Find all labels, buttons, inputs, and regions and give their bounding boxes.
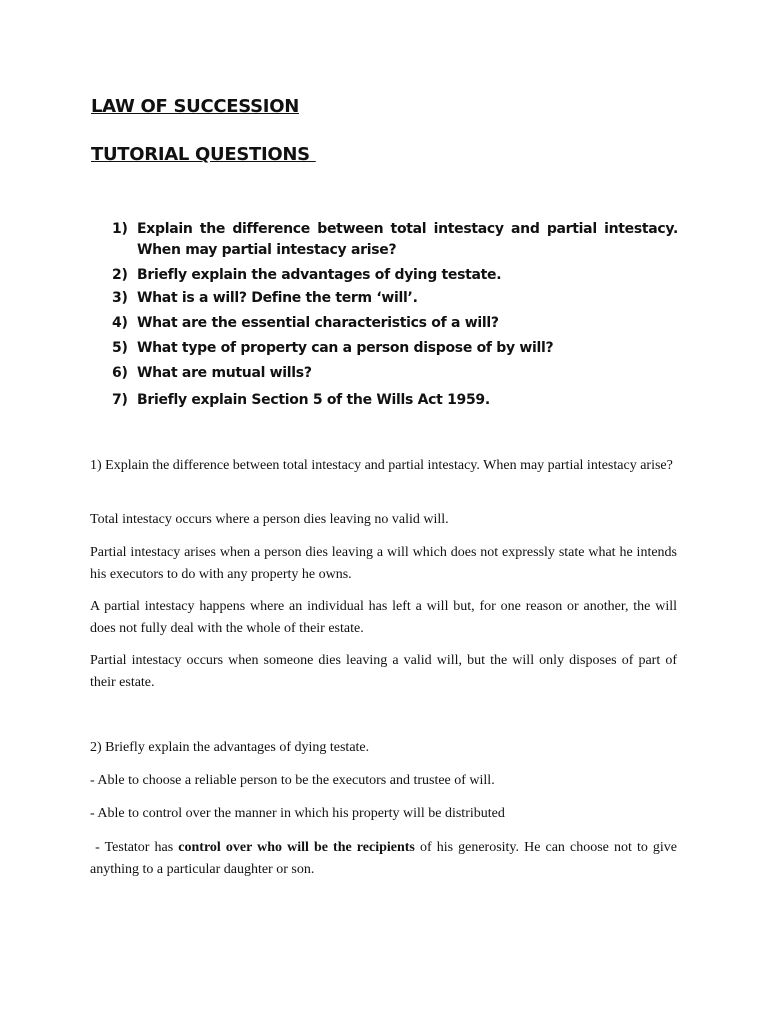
answer-2-point-text-after: of his generosity. He can choose not to give anything to a particular daughter or son. (90, 840, 678, 877)
question-number: 6) (112, 365, 128, 381)
answer-2-question: 2) Briefly explain the advantages of dying testate. (90, 740, 370, 755)
question-number: 2) (112, 267, 128, 283)
question-item (112, 265, 678, 288)
answer-1-paragraph: Partial intestacy arises when a person dies leaving a will which does not expressly state what he intends his executors to do with any property he owns. (90, 545, 677, 582)
question-number: 7) (112, 392, 128, 408)
question-number: 1) (112, 221, 128, 237)
question-item (112, 390, 678, 413)
answer-1-paragraph: A partial intestacy happens where an individual has left a will but, for one reason or another, the will does not fully deal with the whole of their estate. (90, 599, 677, 636)
question-text: Briefly explain Section 5 of the Wills Act 1959. (137, 392, 490, 408)
question-text: What are mutual wills? (137, 365, 312, 381)
answer-2-point-bold-text: control over who will be the recipients (178, 840, 415, 855)
question-text: Briefly explain the advantages of dying testate. (137, 267, 502, 283)
question-number: 3) (112, 290, 128, 306)
answer-1-question: 1) Explain the difference between total intestacy and partial intestacy. When may partial intestacy arise? (90, 458, 673, 473)
question-text: What type of property can a person dispose of by will? (137, 340, 554, 356)
question-text: What are the essential characteristics of a will? (137, 315, 499, 331)
answer-2-point: - Able to control over the manner in which his property will be distributed (90, 806, 505, 821)
question-item (112, 338, 678, 363)
answer-2-point (90, 837, 677, 881)
answer-1-paragraph: Total intestacy occurs where a person dies leaving no valid will. (90, 512, 449, 527)
question-item (112, 219, 678, 265)
question-item (112, 363, 678, 390)
question-number: 4) (112, 315, 128, 331)
document-subtitle: TUTORIAL QUESTIONS (91, 144, 316, 165)
question-number: 5) (112, 340, 128, 356)
document-title: LAW OF SUCCESSION (91, 96, 299, 117)
question-item (112, 288, 678, 313)
answer-2-point-text-before: - Testator has (90, 840, 179, 855)
answer-1-paragraph: Partial intestacy occurs when someone dies leaving a valid will, but the will only disposes of part of their estate. (90, 653, 677, 690)
question-list (112, 219, 678, 413)
answer-2-point: - Able to choose a reliable person to be the executors and trustee of will. (90, 773, 495, 788)
question-text: What is a will? Define the term ‘will’. (137, 290, 418, 306)
question-text: Explain the difference between total intestacy and partial intestacy. When may partial intestacy arise? (137, 221, 678, 258)
question-item (112, 313, 678, 338)
